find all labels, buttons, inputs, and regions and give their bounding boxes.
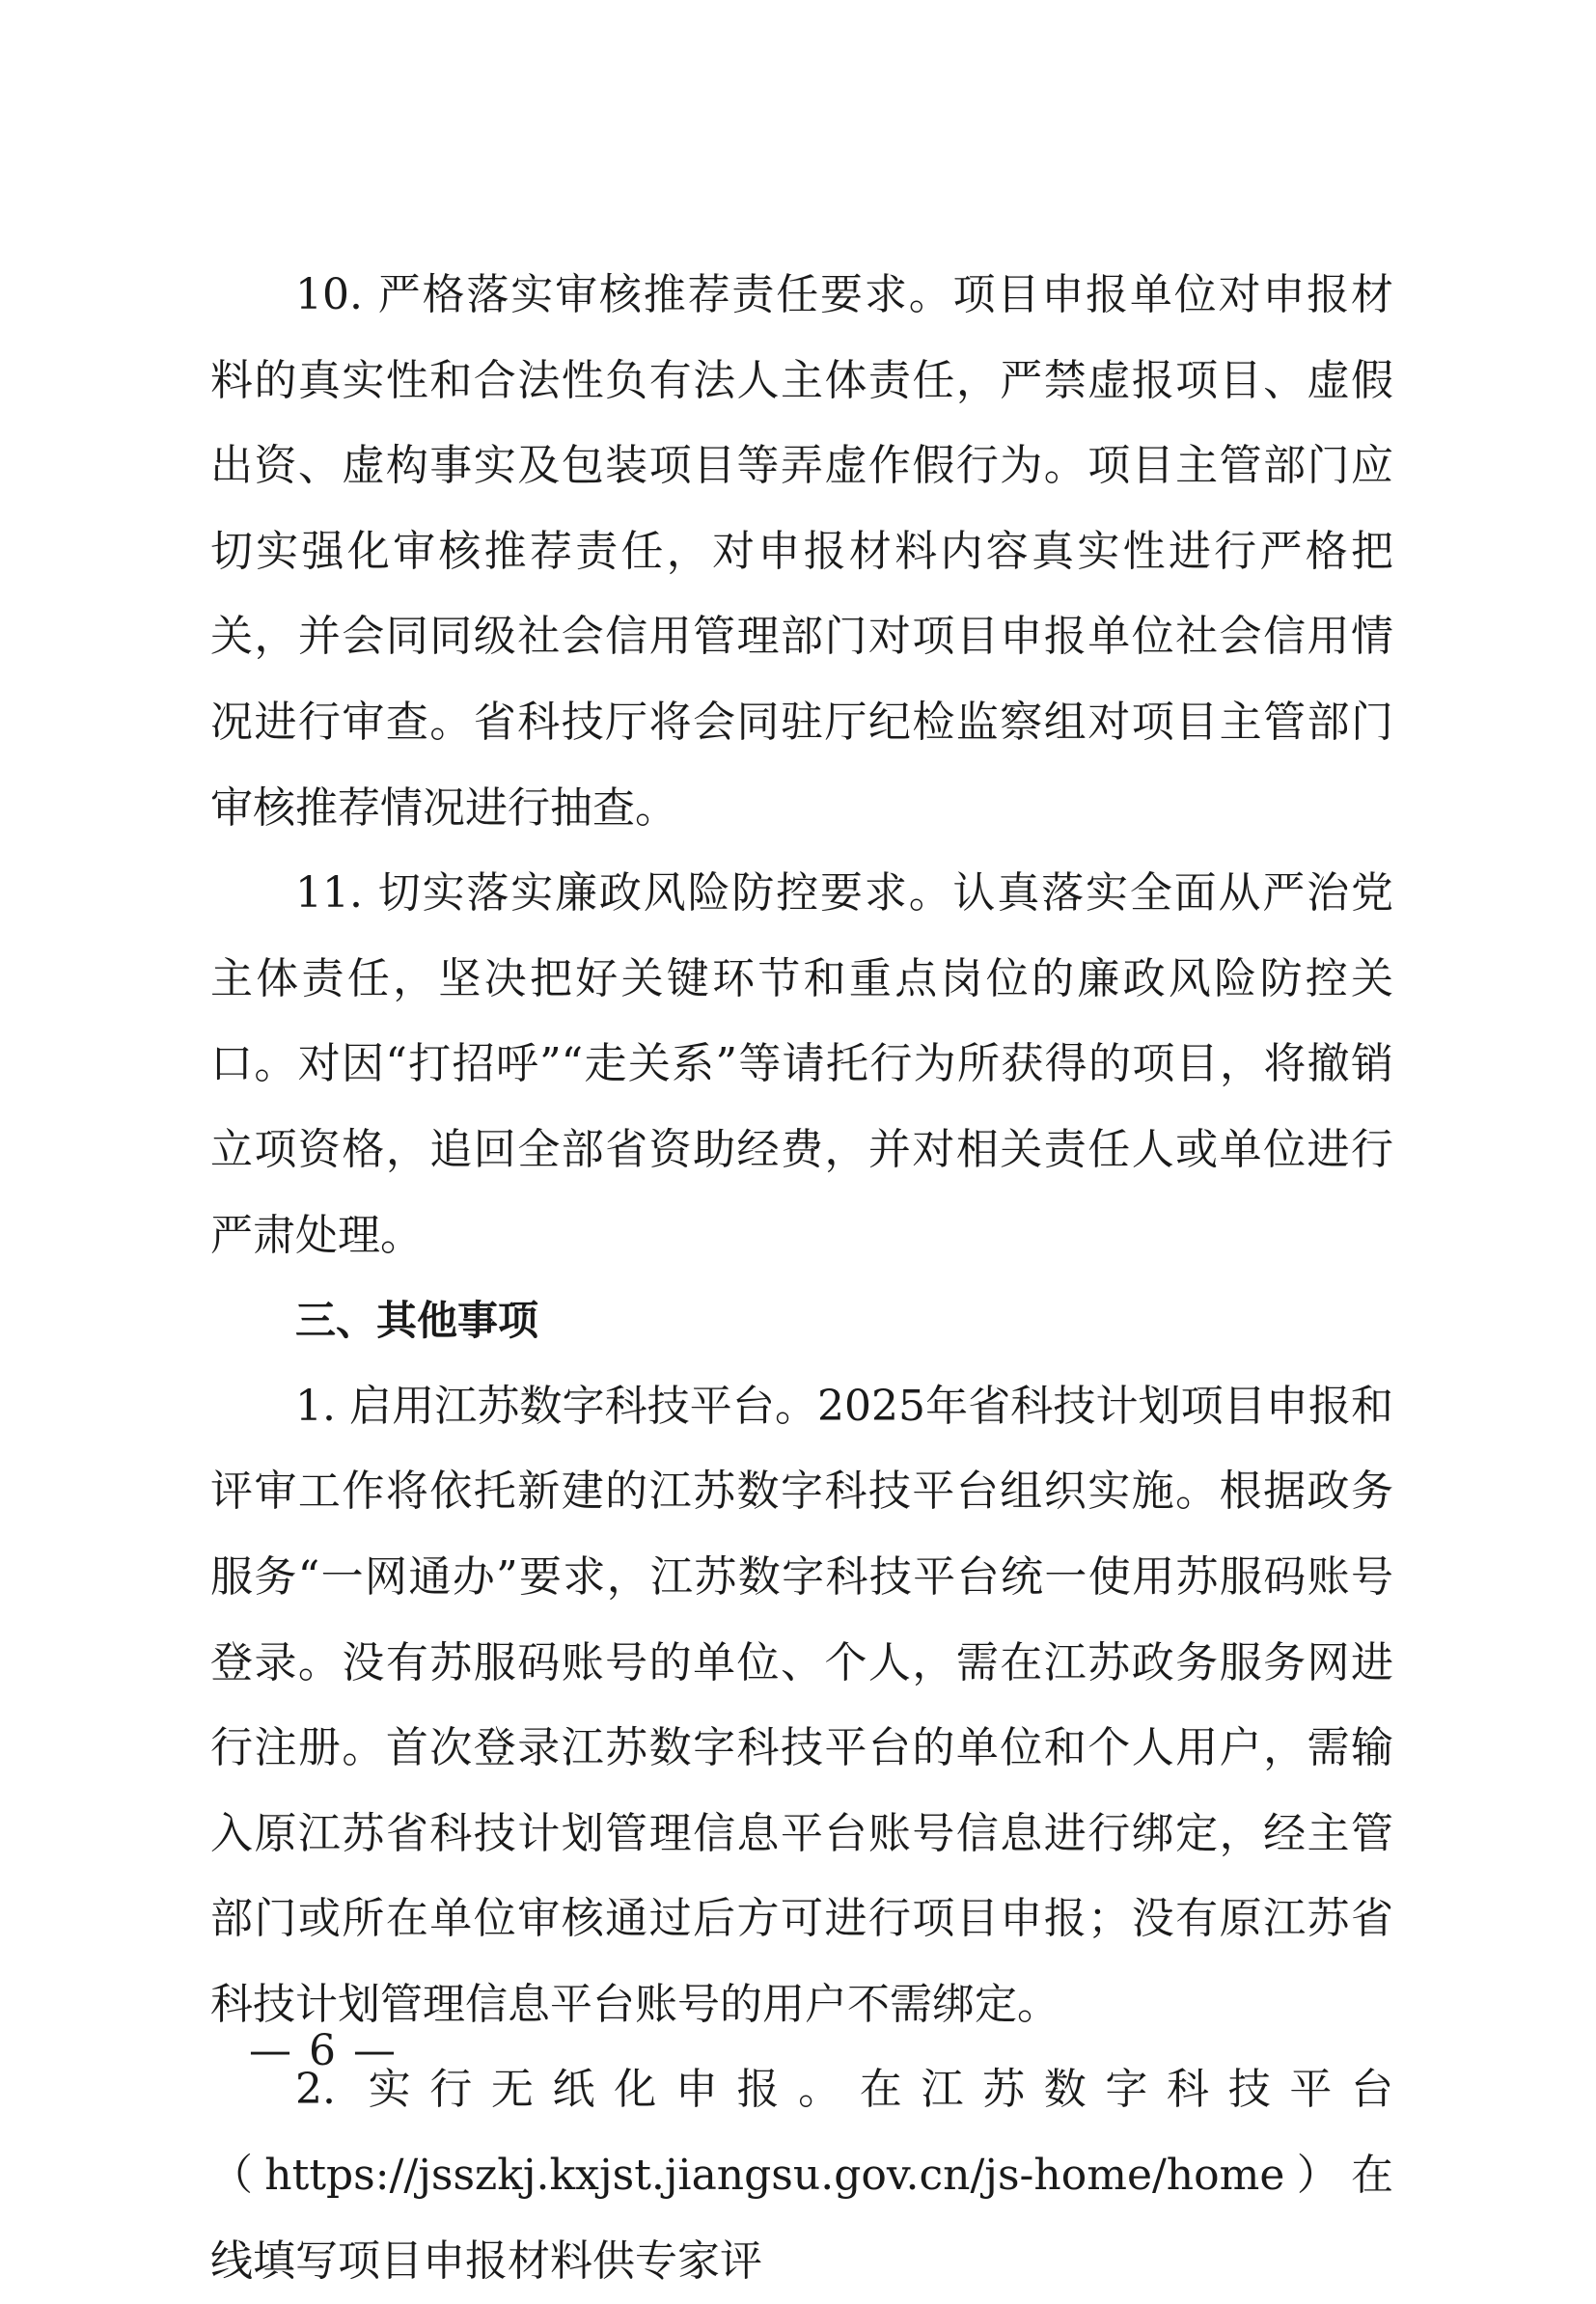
paragraph-other-item-1: 1. 启用江苏数字科技平台。2025年省科技计划项目申报和评审工作将依托新建的江苏数字科技平台组织实施。根据政务服务“一网通办”要求，江苏数字科技平台统一使用苏服码账号登录。没有苏服码账号的单位、个人，需在江苏政务服务网进行注册。首次登录江苏数字科技平台的单位和个人用户，需输入原江苏省科技计划管理信息平台账号信息进行绑定，经主管部门或所在单位审核通过后方可进行项目申报；没有原江苏省科技计划管理信息平台账号的用户不需绑定。 bbox=[210, 1381, 1393, 2029]
document-body bbox=[210, 253, 1393, 2304]
section-heading: 三、其他事项 bbox=[295, 1297, 539, 1345]
paragraph-item-11: 11. 切实落实廉政风险防控要求。认真落实全面从严治党主体责任，坚决把好关键环节和重点岗位的廉政风险防控关口。对因“打招呼”“走关系”等请托行为所获得的项目，将撤销立项资格，追回全部省资助经费，并对相关责任人或单位进行严肃处理。 bbox=[210, 868, 1393, 1260]
page-number: — 6 — bbox=[249, 2026, 398, 2075]
paragraph-item-10: 10. 严格落实审核推荐责任要求。项目申报单位对申报材料的真实性和合法性负有法人主体责任，严禁虚报项目、虚假出资、虚构事实及包装项目等弄虚作假行为。项目主管部门应切实强化审核推荐责任，对申报材料内容真实性进行严格把关，并会同同级社会信用管理部门对项目申报单位社会信用情况进行审查。省科技厅将会同驻厅纪检监察组对项目主管部门审核推荐情况进行抽查。 bbox=[210, 270, 1393, 833]
paragraph-other-item-2: 2. 实行无纸化申报。在江苏数字科技平台（https://jsszkj.kxjst.jiangsu.gov.cn/js-home/home）在线填写项目申报材料供专家评 bbox=[210, 2065, 1393, 2286]
